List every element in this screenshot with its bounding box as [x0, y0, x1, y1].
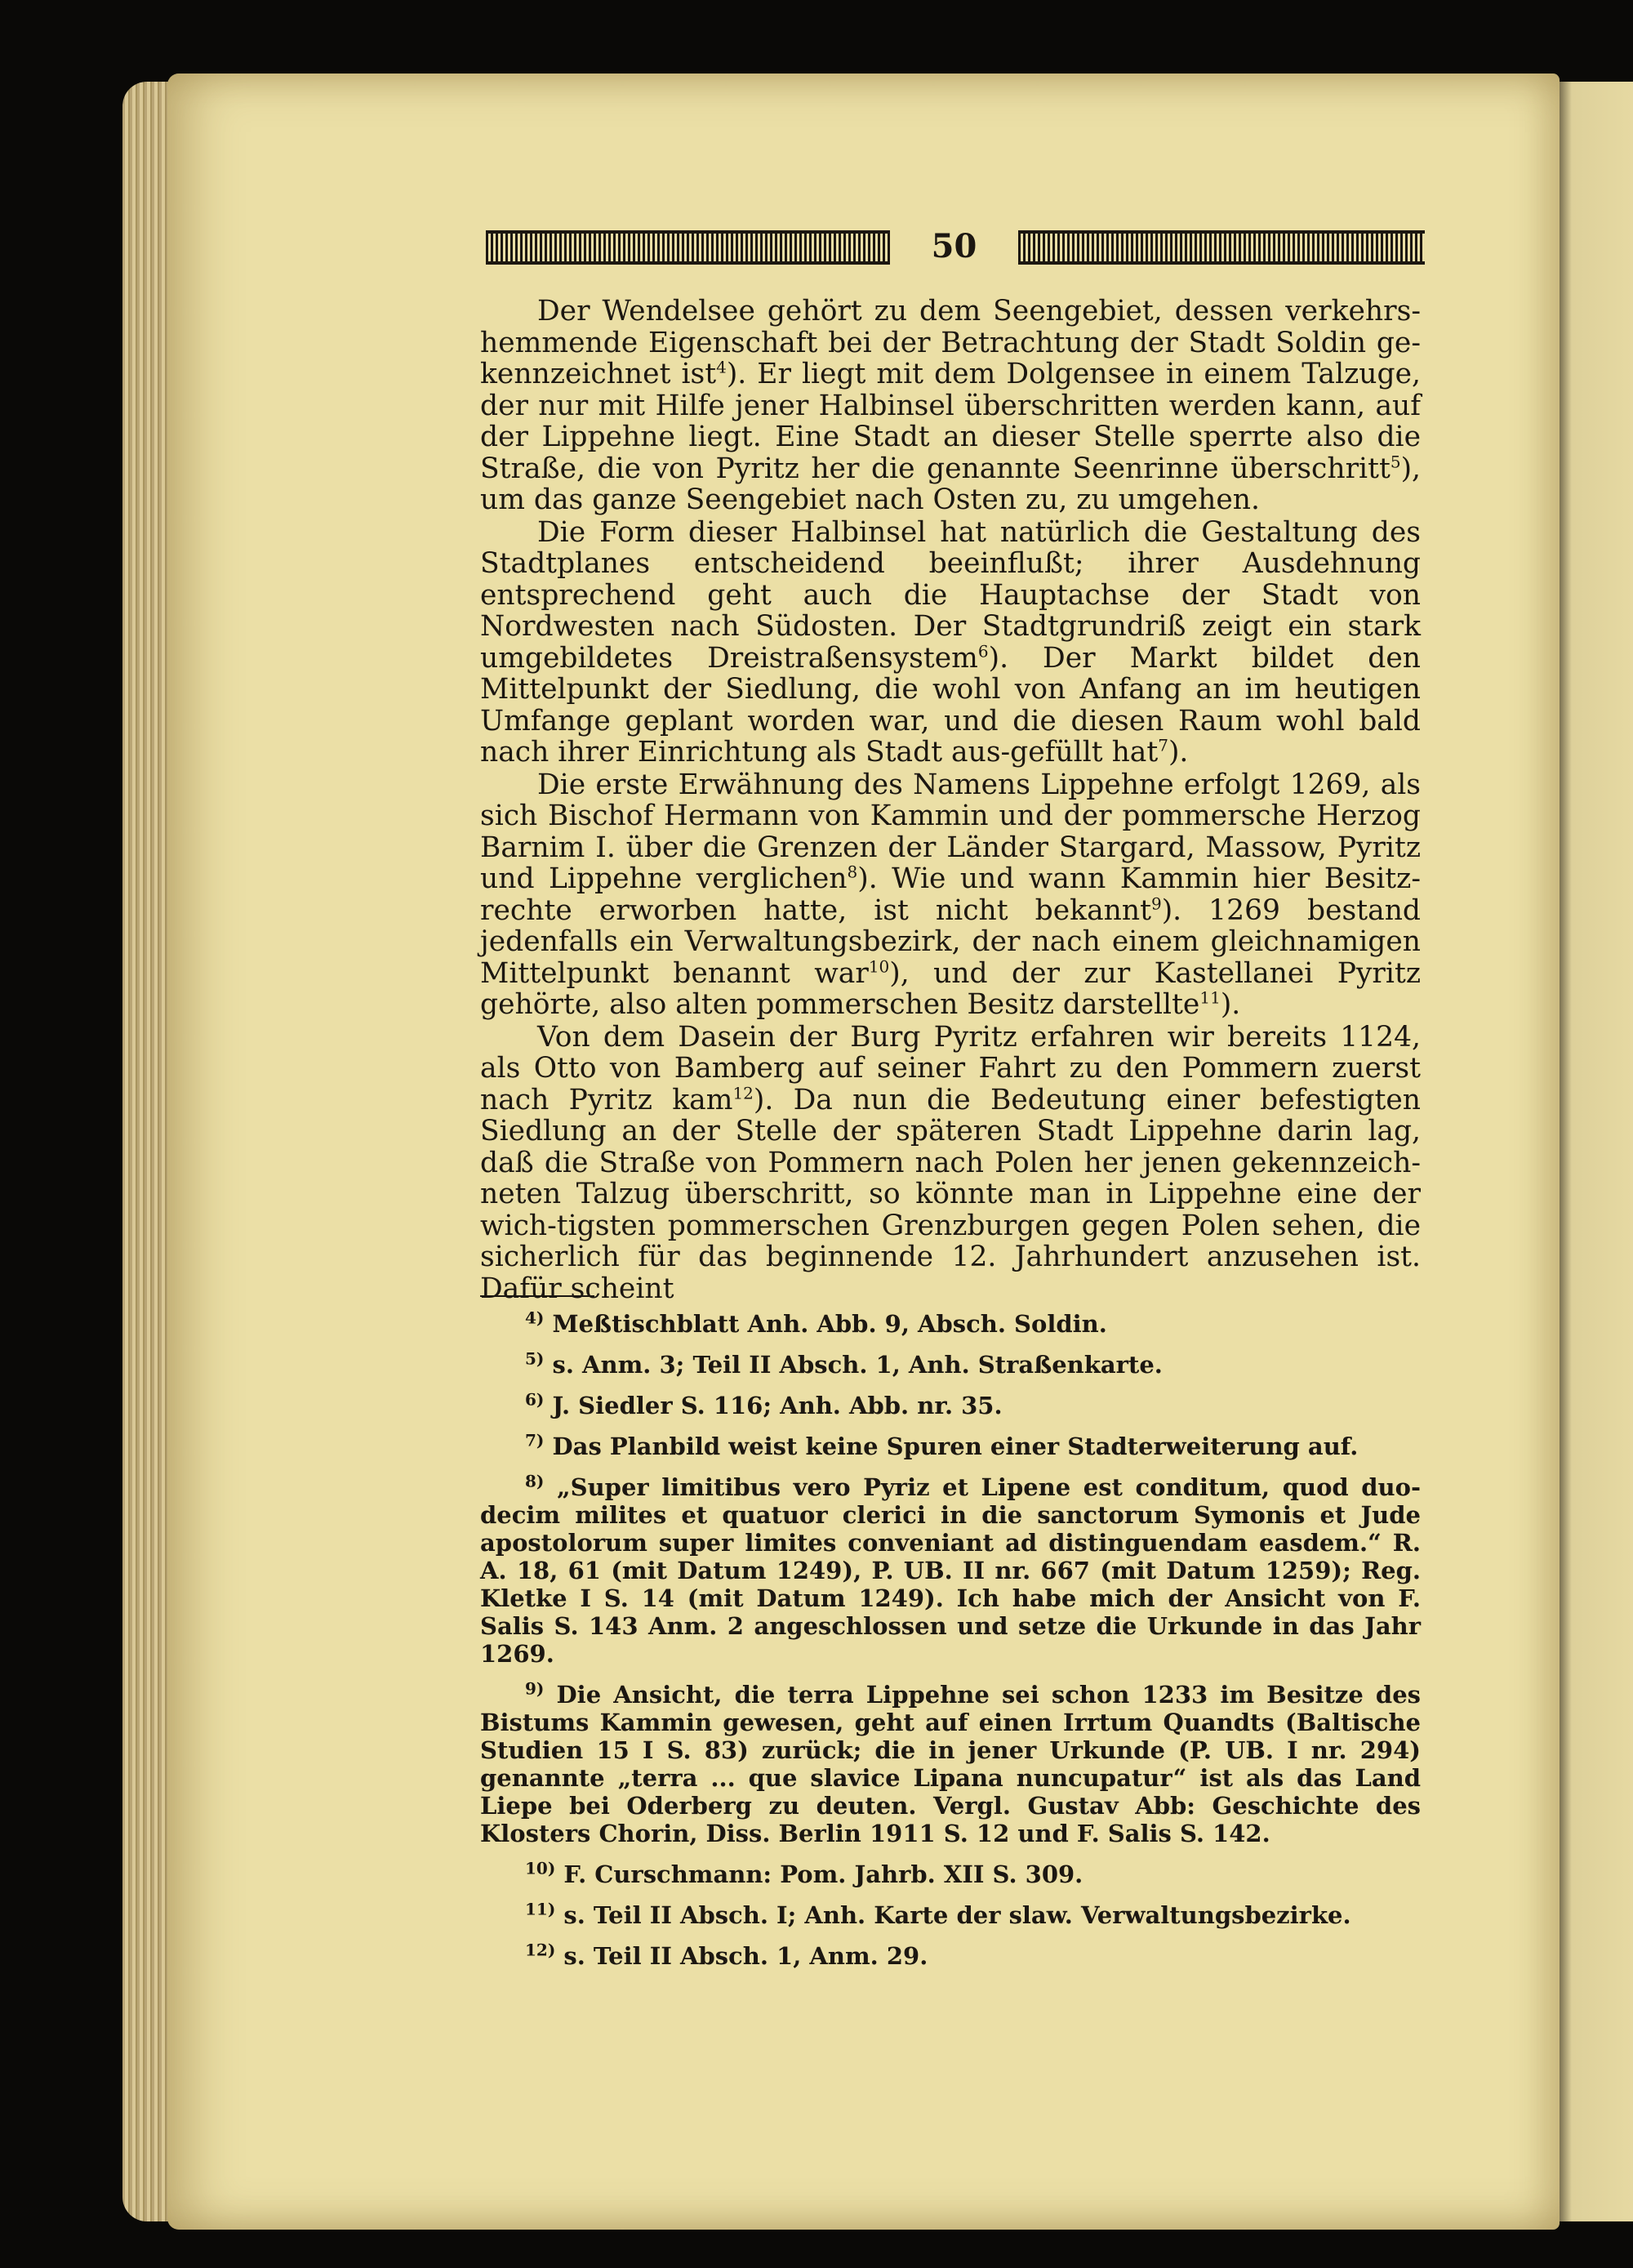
footnote-4: $^{4)}$ Meßtischblatt Anh. Abb. 9, Absch. Soldin.: [525, 1308, 1107, 1338]
paragraph-1: Der Wendelsee gehört zu dem Seengebiet, dessen verkehrs-hemmende Eigenschaft bei der Betrachtung der Stadt Soldin ge-kennzeichnet ist$^4$). Er liegt mit dem Dolgensee in einem Talzuge, der nur mit Hilfe jener Halbinsel überschritten werden kann, auf der Lippehne liegt. Eine Stadt an dieser Stelle sperrte also die Straße, die von Pyritz her die genannte Seenrinne überschritt$^5$), um das ganze Seengebiet nach Osten zu, zu umgehen.: [480, 295, 1421, 516]
header-ornament-right: [1018, 230, 1425, 265]
paragraph-2: Die Form dieser Halbinsel hat natürlich die Gestaltung des Stadtplanes entscheidend beeinflußt; ihrer Ausdehnung entsprechend geht auch die Hauptachse der Stadt von Nordwesten nach Südosten. Der Stadtgrundriß zeigt ein stark umgebildetes Dreistraßensystem$^6$). Der Markt bildet den Mittelpunkt der Siedlung, die wohl von Anfang an im heutigen Umfange geplant worden war, und die diesen Raum wohl bald nach ihrer Einrichtung als Stadt aus-gefüllt hat$^7$).: [480, 515, 1421, 769]
footnote-11: $^{11)}$ s. Teil II Absch. I; Anh. Karte der slaw. Verwaltungsbezirke.: [525, 1899, 1351, 1929]
header-ornament-left: [486, 230, 890, 265]
footnote-6: $^{6)}$ J. Siedler S. 116; Anh. Abb. nr. 35.: [525, 1389, 1003, 1419]
footnotes: [480, 1310, 1421, 1983]
footnote-separator: [480, 1295, 594, 1297]
book-gutter-next-page: [1551, 82, 1633, 2221]
footnote-9: $^{9)}$ Die Ansicht, die terra Lippehne sei schon 1233 im Besitze des Bistums Kammin gewesen, geht auf einen Irrtum Quandts (Baltische Studien 15 I S. 83) zurück; die in jener Urkunde (P. UB. I nr. 294) genannte „terra ... que slavice Lipana nuncupatur“ ist als das Land Liepe bei Oderberg zu deuten. Vergl. Gustav Abb: Geschichte des Klosters Chorin, Diss. Berlin 1911 S. 12 und F. Salis S. 142.: [480, 1678, 1421, 1847]
body-text: [480, 296, 1421, 1305]
footnote-10: $^{10)}$ F. Curschmann: Pom. Jahrb. XII S. 309.: [525, 1858, 1083, 1888]
footnote-7: $^{7)}$ Das Planbild weist keine Spuren einer Stadterweiterung auf.: [525, 1430, 1359, 1460]
footnote-5: $^{5)}$ s. Anm. 3; Teil II Absch. 1, Anh. Straßenkarte.: [525, 1348, 1163, 1379]
footnote-8: $^{8)}$ „Super limitibus vero Pyriz et Lipene est conditum, quod duo-decim milites et quatuor clerici in die sanctorum Symonis et Jude apostolorum super limites conveniant ad distinguendam easdem.“ R. A. 18, 61 (mit Datum 1249), P. UB. II nr. 667 (mit Datum 1259); Reg. Kletke I S. 14 (mit Datum 1249). Ich habe mich der Ansicht von F. Salis S. 143 Anm. 2 angeschlossen und setze die Urkunde in das Jahr 1269.: [480, 1471, 1421, 1668]
paragraph-4: Von dem Dasein der Burg Pyritz erfahren wir bereits 1124, als Otto von Bamberg auf seiner Fahrt zu den Pommern zuerst nach Pyritz kam$^{12}$). Da nun die Bedeutung einer befestigten Siedlung an der Stelle der späteren Stadt Lippehne darin lag, daß die Straße von Pommern nach Polen her jenen gekennzeich-neten Talzug überschritt, so könnte man in Lippehne eine der wich-tigsten pommerschen Grenzburgen gegen Polen sehen, die sicherlich für das beginnende 12. Jahrhundert anzusehen ist. Dafür scheint: [480, 1020, 1421, 1305]
footnote-12: $^{12)}$ s. Teil II Absch. 1, Anm. 29.: [525, 1940, 928, 1970]
page-header: [486, 227, 1425, 270]
paragraph-3: Die erste Erwähnung des Namens Lippehne erfolgt 1269, als sich Bischof Hermann von Kammin und der pommersche Herzog Barnim I. über die Grenzen der Länder Stargard, Massow, Pyritz und Lippehne verglichen$^8$). Wie und wann Kammin hier Besitz-rechte erworben hatte, ist nicht bekannt$^9$). 1269 bestand jedenfalls ein Verwaltungsbezirk, der nach einem gleichnamigen Mittelpunkt benannt war$^{10}$), und der zur Kastellanei Pyritz gehörte, also alten pommerschen Besitz darstellte$^{11}$).: [480, 768, 1421, 1021]
page-number: 50: [931, 227, 977, 265]
